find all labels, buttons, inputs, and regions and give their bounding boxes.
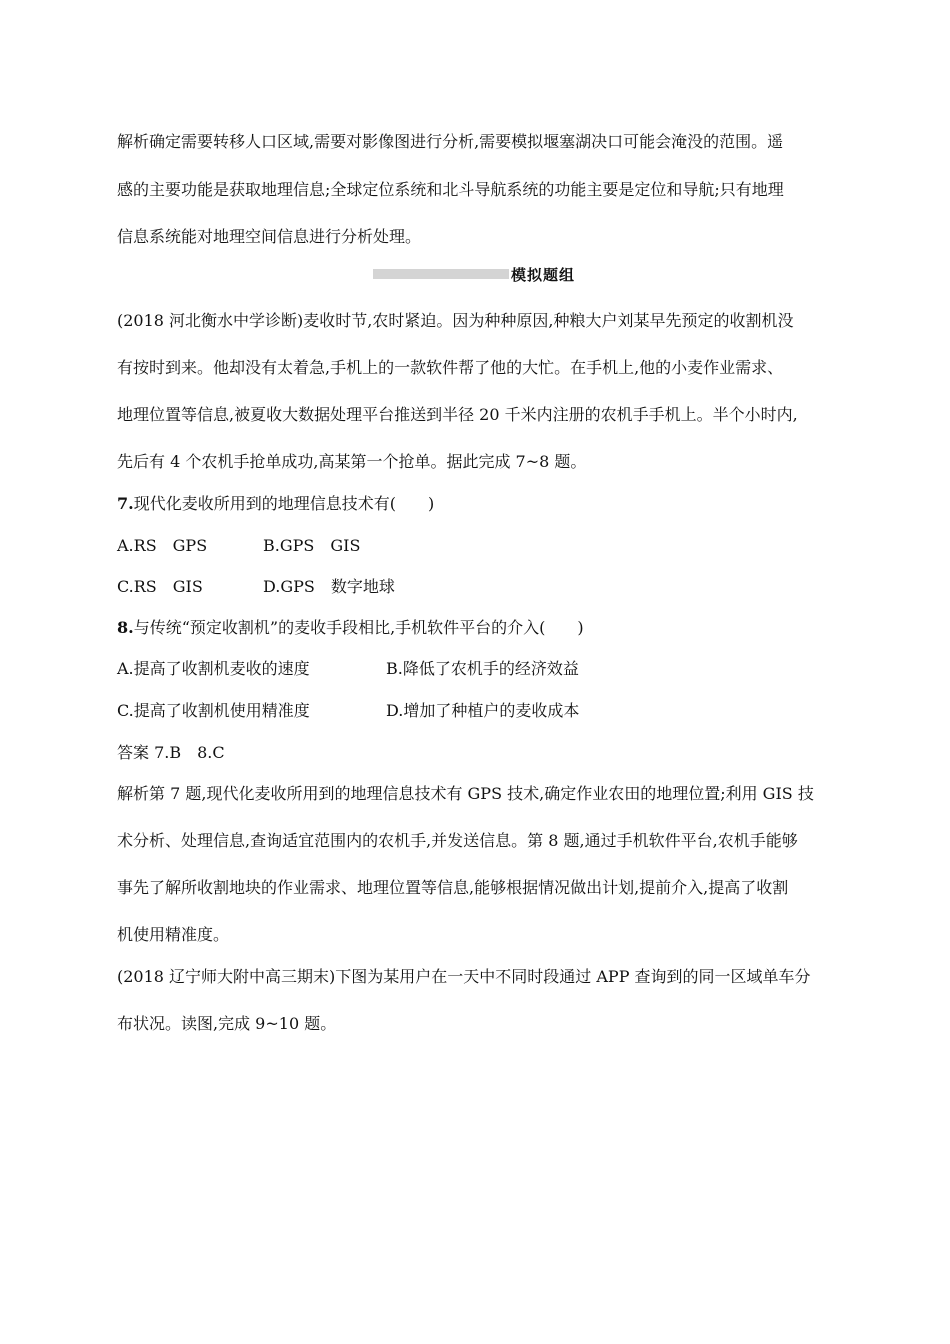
question-7-stem: 现代化麦收所用到的地理信息技术有( ) bbox=[133, 494, 435, 513]
q8-option-d: D.增加了种植户的麦收成本 bbox=[386, 701, 580, 720]
section-header bbox=[373, 264, 575, 284]
question-8-number: 8. bbox=[117, 618, 134, 637]
analysis-line-3: 信息系统能对地理空间信息进行分析处理。 bbox=[117, 227, 422, 246]
section-title: 模拟题组 bbox=[511, 265, 576, 284]
intro-line-3: 地理位置等信息,被夏收大数据处理平台推送到半径 20 千米内注册的农机手手机上。半个小时内, bbox=[117, 405, 798, 424]
question-8-stem: 与传统“预定收割机”的麦收手段相比,手机软件平台的介入( ) bbox=[133, 618, 584, 637]
q7-option-b: B.GPS GIS bbox=[263, 536, 361, 555]
analysis-line-1: 解析确定需要转移人口区域,需要对影像图进行分析,需要模拟堰塞湖决口可能会淹没的范围。遥 bbox=[117, 132, 784, 151]
analysis2-line-1: 解析第 7 题,现代化麦收所用到的地理信息技术有 GPS 技术,确定作业农田的地理位置;利用 GIS 技 bbox=[117, 784, 814, 803]
analysis2-line-3: 事先了解所收割地块的作业需求、地理位置等信息,能够根据情况做出计划,提前介入,提高了收割 bbox=[117, 878, 789, 897]
question-8 bbox=[117, 618, 584, 638]
section-header-bar bbox=[373, 269, 509, 279]
q8-option-a: A.提高了收割机麦收的速度 bbox=[117, 659, 310, 678]
intro-line-2: 有按时到来。他却没有太着急,手机上的一款软件帮了他的大忙。在手机上,他的小麦作业需求、 bbox=[117, 358, 784, 377]
question-7 bbox=[117, 494, 434, 514]
intro-line-4: 先后有 4 个农机手抢单成功,高某第一个抢单。据此完成 7~8 题。 bbox=[117, 452, 587, 471]
q7-option-c: C.RS GIS bbox=[117, 577, 203, 596]
q7-option-d: D.GPS 数字地球 bbox=[263, 577, 395, 596]
analysis-line-2: 感的主要功能是获取地理信息;全球定位系统和北斗导航系统的功能主要是定位和导航;只有地理 bbox=[117, 180, 784, 199]
intro2-line-1: (2018 辽宁师大附中高三期末)下图为某用户在一天中不同时段通过 APP 查询到的同一区域单车分 bbox=[117, 967, 811, 986]
intro-line-1: (2018 河北衡水中学诊断)麦收时节,农时紧迫。因为种种原因,种粮大户刘某早先预定的收割机没 bbox=[117, 311, 794, 330]
q8-option-c: C.提高了收割机使用精准度 bbox=[117, 701, 310, 720]
q8-option-b: B.降低了农机手的经济效益 bbox=[386, 659, 579, 678]
q7-option-a: A.RS GPS bbox=[117, 536, 208, 555]
analysis2-line-2: 术分析、处理信息,查询适宜范围内的农机手,并发送信息。第 8 题,通过手机软件平台,农机手能够 bbox=[117, 831, 798, 850]
intro2-line-2: 布状况。读图,完成 9~10 题。 bbox=[117, 1014, 337, 1033]
analysis2-line-4: 机使用精准度。 bbox=[117, 925, 230, 944]
answer-line: 答案 7.B 8.C bbox=[117, 743, 225, 762]
question-7-number: 7. bbox=[117, 494, 134, 513]
